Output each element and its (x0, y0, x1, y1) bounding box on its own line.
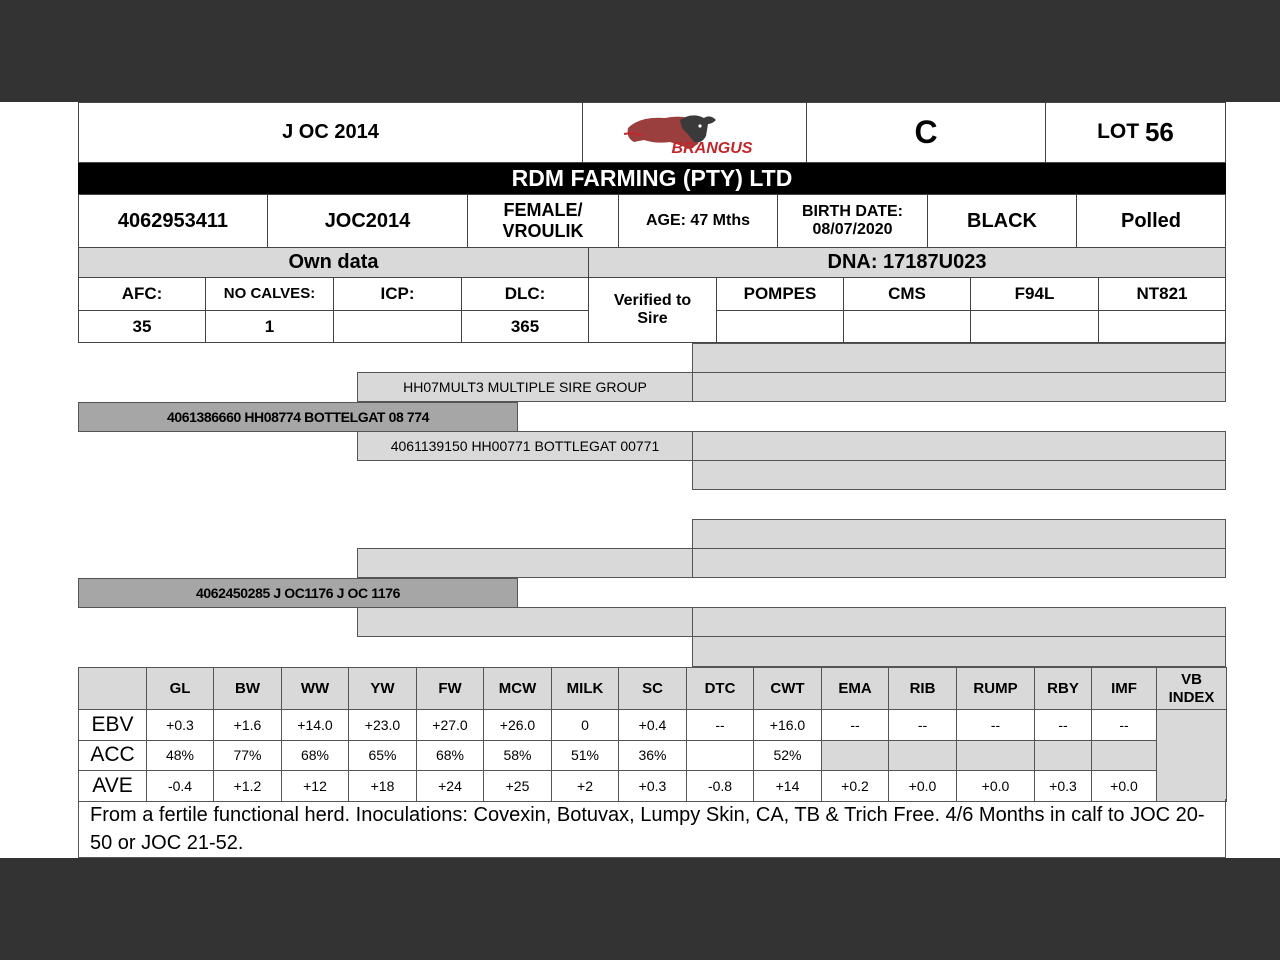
ebv-cell (1092, 740, 1157, 771)
pompes-label: POMPES (743, 284, 817, 304)
grade-cell (806, 102, 1046, 163)
vb-line2: INDEX (1168, 688, 1215, 706)
col-ema: EMA (822, 668, 889, 710)
animal-id-cell (78, 194, 268, 248)
ebv-cell: +26.0 (484, 710, 552, 741)
pedigree-slot (692, 519, 1226, 549)
ebv-cell: -0.4 (147, 771, 214, 802)
age-text: AGE: 47 Mths (645, 211, 750, 229)
ebv-cell: +0.4 (619, 710, 687, 741)
age-cell (618, 194, 778, 248)
afc-value: 35 (132, 316, 152, 336)
ebv-cell: 65% (349, 740, 417, 771)
own-data-title (78, 247, 589, 278)
pedigree-slot (692, 548, 1226, 578)
sire-cell (78, 402, 518, 432)
dna-result-pompes (716, 310, 844, 343)
dlc-header (461, 277, 589, 311)
pedigree-slot (692, 460, 1226, 490)
col-ww: WW (282, 668, 349, 710)
animal-code-header (78, 102, 583, 163)
pedigree-slot (692, 372, 1226, 402)
dna-test-cms (843, 277, 971, 311)
col-cwt: CWT (754, 668, 822, 710)
vb-line1: VB (1181, 670, 1202, 688)
no-calves-header (205, 277, 334, 311)
own-data-title-text: Own data (288, 251, 379, 273)
f94l-label: F94L (1014, 284, 1055, 304)
ebv-cell (1035, 740, 1092, 771)
ebv-cell (889, 740, 957, 771)
verified-line2: Sire (637, 310, 668, 327)
ebv-cell: +24 (417, 771, 484, 802)
ebv-cell: +27.0 (417, 710, 484, 741)
top-frame-band (0, 0, 1280, 102)
sex-line2: VROULIK (502, 221, 584, 241)
ebv-cell: +0.3 (1035, 771, 1092, 802)
ebv-cell: +1.6 (214, 710, 282, 741)
sire-dam-cell (357, 431, 693, 461)
ebv-cell: +1.2 (214, 771, 282, 802)
birth-label: BIRTH DATE: (801, 202, 904, 220)
verified-to-sire-cell (588, 277, 717, 343)
dlc-value: 365 (510, 316, 540, 336)
no-calves-value-cell (205, 310, 334, 343)
ebv-cell: 36% (619, 740, 687, 771)
dlc-value-cell (461, 310, 589, 343)
dna-result-f94l (970, 310, 1099, 343)
ebv-cell: +18 (349, 771, 417, 802)
dna-test-f94l (970, 277, 1099, 311)
pedigree-slot (692, 607, 1226, 637)
col-bw: BW (214, 668, 282, 710)
ebv-table (78, 667, 1227, 802)
col-mcw: MCW (484, 668, 552, 710)
ebv-cell: +16.0 (754, 710, 822, 741)
ebv-cell: 48% (147, 740, 214, 771)
ebv-cell: +12 (282, 771, 349, 802)
ebv-row-ave (79, 771, 1227, 802)
ebv-cell (957, 740, 1035, 771)
ebv-cell: +0.0 (1092, 771, 1157, 802)
pedigree-slot (692, 636, 1226, 667)
col-gl: GL (147, 668, 214, 710)
logo-text: BRANGUS (671, 139, 752, 157)
horn-text: Polled (1120, 209, 1181, 232)
col-vb-index (1157, 668, 1227, 710)
ebv-row-acc (79, 740, 1227, 771)
ebv-row-ebv (79, 710, 1227, 741)
dna-title (588, 247, 1226, 278)
ebv-corner-cell (79, 668, 147, 710)
ebv-cell: 58% (484, 740, 552, 771)
comments-text: From a fertile functional herd. Inoculations: Covexin, Botuvax, Lumpy Skin, CA, TB & Trich Free. 4/6 Months in calf to JOC 20-50 or JOC 21-52. (90, 804, 1205, 854)
animal-name: JOC2014 (324, 209, 411, 232)
ebv-cell: 52% (754, 740, 822, 771)
dna-test-nt821 (1098, 277, 1226, 311)
ebv-cell: 51% (552, 740, 619, 771)
ebv-cell: +14 (754, 771, 822, 802)
ebv-cell: +0.0 (957, 771, 1035, 802)
sex-cell (467, 194, 619, 248)
colour-text: BLACK (967, 209, 1037, 232)
ebv-cell: +23.0 (349, 710, 417, 741)
row-label: ACC (79, 740, 147, 771)
col-yw: YW (349, 668, 417, 710)
ebv-cell: -- (889, 710, 957, 741)
ebv-cell: +25 (484, 771, 552, 802)
ebv-cell: -- (1092, 710, 1157, 741)
ebv-cell: -- (957, 710, 1035, 741)
col-rib: RIB (889, 668, 957, 710)
ebv-cell: 77% (214, 740, 282, 771)
grade-text: C (914, 114, 938, 151)
ebv-header-row (79, 668, 1227, 710)
pedigree-slot (692, 431, 1226, 461)
icp-header (333, 277, 462, 311)
dna-test-pompes (716, 277, 844, 311)
dam-dam-cell (357, 607, 693, 637)
cms-label: CMS (888, 284, 926, 304)
row-label: EBV (79, 710, 147, 741)
col-dtc: DTC (687, 668, 754, 710)
birth-date: 08/07/2020 (812, 221, 893, 238)
dlc-label: DLC: (504, 284, 546, 304)
no-calves-label: NO CALVES: (223, 285, 316, 303)
icp-value-cell (333, 310, 462, 343)
afc-value-cell (78, 310, 206, 343)
ebv-cell: +0.3 (147, 710, 214, 741)
animal-name-cell (267, 194, 468, 248)
ebv-cell: +0.2 (822, 771, 889, 802)
dna-title-text: DNA: 17187U023 (827, 251, 987, 273)
afc-header (78, 277, 206, 311)
dam-cell (78, 578, 518, 608)
lot-label: LOT (1097, 120, 1140, 144)
ebv-cell: -- (1035, 710, 1092, 741)
horn-cell (1076, 194, 1226, 248)
icp-label: ICP: (380, 284, 415, 304)
animal-code-text: J OC 2014 (282, 121, 379, 143)
colour-cell (927, 194, 1077, 248)
lot-cell (1045, 102, 1226, 163)
lot-number: 56 (1144, 116, 1174, 147)
ebv-cell: +0.3 (619, 771, 687, 802)
breeder-name: RDM FARMING (PTY) LTD (511, 165, 793, 191)
vb-index-value (1157, 710, 1227, 802)
dam-name: 4062450285 J OC1176 J OC 1176 (195, 585, 401, 601)
comments-box (78, 799, 1226, 858)
ebv-cell: 68% (417, 740, 484, 771)
afc-label: AFC: (121, 284, 163, 304)
bull-logo-icon (620, 108, 770, 158)
row-label: AVE (79, 771, 147, 802)
nt821-label: NT821 (1136, 284, 1188, 304)
col-milk: MILK (552, 668, 619, 710)
col-sc: SC (619, 668, 687, 710)
breeder-banner (78, 163, 1226, 194)
bottom-frame-band (0, 858, 1280, 960)
dna-result-cms (843, 310, 971, 343)
animal-id: 4062953411 (117, 209, 229, 232)
sire-dam-name: 4061139150 HH00771 BOTTLEGAT 00771 (390, 438, 660, 454)
sire-sire-name: HH07MULT3 MULTIPLE SIRE GROUP (403, 379, 647, 395)
verified-line1: Verified to (613, 291, 692, 309)
dna-result-nt821 (1098, 310, 1226, 343)
ebv-cell: 0 (552, 710, 619, 741)
ebv-cell: +0.0 (889, 771, 957, 802)
col-rby: RBY (1035, 668, 1092, 710)
sire-name: 4061386660 HH08774 BOTTELGAT 08 774 (166, 409, 429, 425)
ebv-cell: 68% (282, 740, 349, 771)
ebv-cell (687, 740, 754, 771)
ebv-cell: -0.8 (687, 771, 754, 802)
col-fw: FW (417, 668, 484, 710)
ebv-cell: -- (687, 710, 754, 741)
ebv-cell: +2 (552, 771, 619, 802)
brangus-logo (582, 102, 807, 163)
ebv-cell (822, 740, 889, 771)
ebv-cell: +14.0 (282, 710, 349, 741)
ebv-cell: -- (822, 710, 889, 741)
col-rump: RUMP (957, 668, 1035, 710)
no-calves-value: 1 (264, 316, 275, 336)
col-imf: IMF (1092, 668, 1157, 710)
pedigree-slot (692, 343, 1226, 373)
sex-line1: FEMALE/ (503, 200, 583, 221)
birth-date-cell (777, 194, 928, 248)
sire-sire-cell (357, 372, 693, 402)
dam-sire-cell (357, 548, 693, 578)
